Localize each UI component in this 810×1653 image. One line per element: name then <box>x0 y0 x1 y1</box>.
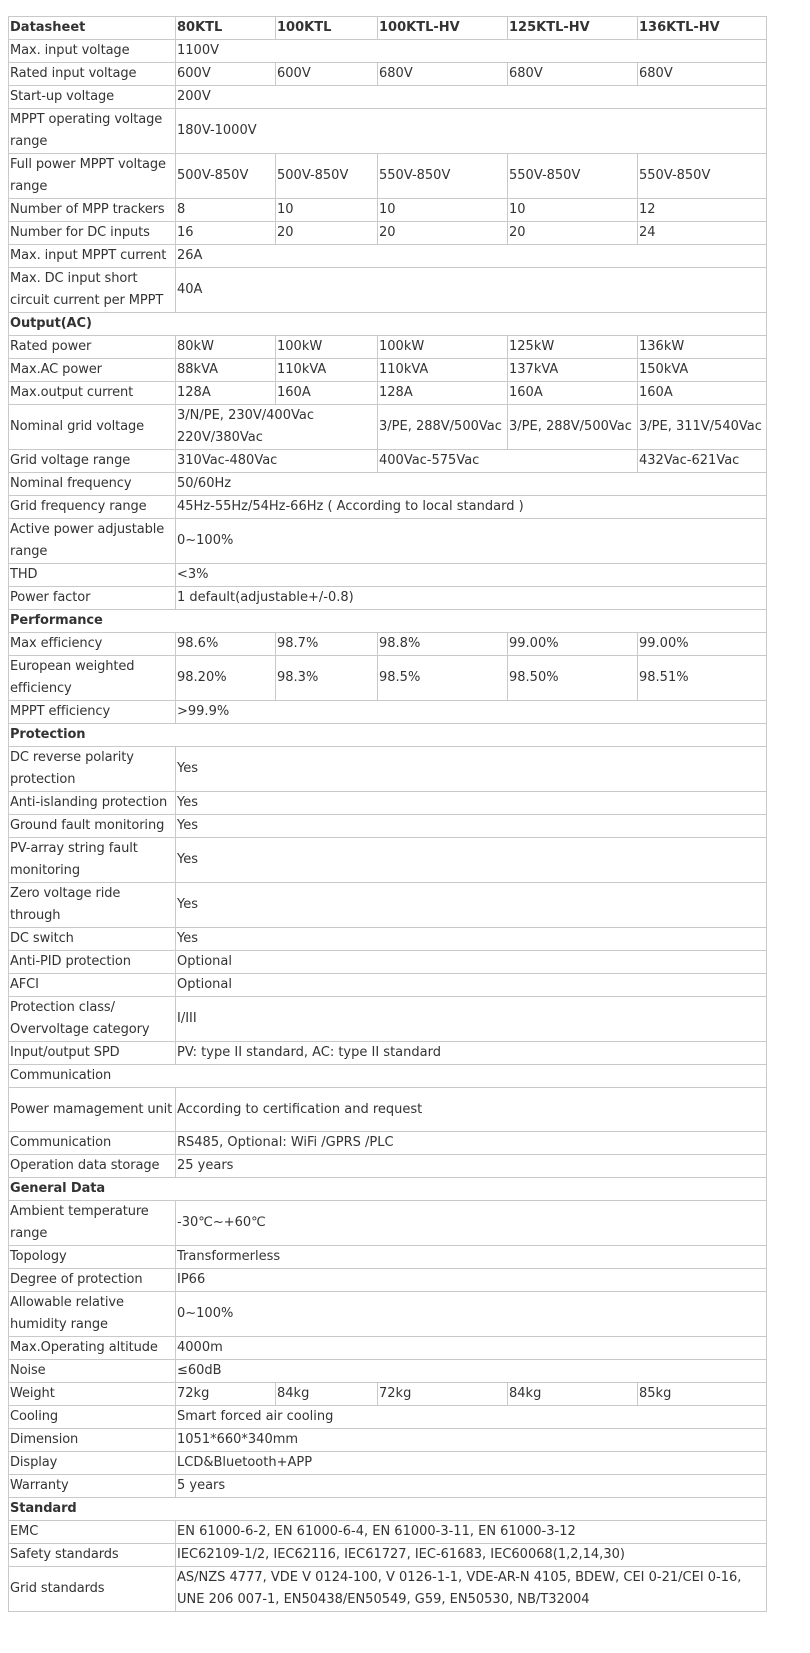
row-value: 110kVA <box>276 359 378 382</box>
row-label: Anti-islanding protection <box>9 792 176 815</box>
row-value: Yes <box>176 838 767 883</box>
row-value: 680V <box>378 63 508 86</box>
row-value: 200V <box>176 86 767 109</box>
table-row <box>9 1088 767 1132</box>
row-label: Nominal frequency <box>9 473 176 496</box>
section-header-row <box>9 313 767 336</box>
row-value: 16 <box>176 222 276 245</box>
row-label: Max.AC power <box>9 359 176 382</box>
row-label: THD <box>9 564 176 587</box>
row-label: Allowable relative humidity range <box>9 1292 176 1337</box>
table-row <box>9 40 767 63</box>
row-value: 98.7% <box>276 633 378 656</box>
row-label: Max.output current <box>9 382 176 405</box>
row-value: 100kW <box>276 336 378 359</box>
row-value: 98.6% <box>176 633 276 656</box>
table-row <box>9 1475 767 1498</box>
row-value: 99.00% <box>638 633 767 656</box>
header-cell: 136KTL-HV <box>638 17 767 40</box>
row-value: 180V-1000V <box>176 109 767 154</box>
row-value: 25 years <box>176 1155 767 1178</box>
row-value: 24 <box>638 222 767 245</box>
row-value: 160A <box>508 382 638 405</box>
row-value: 50/60Hz <box>176 473 767 496</box>
row-label: Degree of protection <box>9 1269 176 1292</box>
row-label: Display <box>9 1452 176 1475</box>
row-value: 110kVA <box>378 359 508 382</box>
row-label: Max. input voltage <box>9 40 176 63</box>
table-row <box>9 382 767 405</box>
row-value: 98.20% <box>176 656 276 701</box>
section-header-row <box>9 724 767 747</box>
row-label: Safety standards <box>9 1544 176 1567</box>
row-label: Max efficiency <box>9 633 176 656</box>
row-label: MPPT efficiency <box>9 701 176 724</box>
row-label: Power mamagement unit <box>9 1088 176 1132</box>
table-row <box>9 1292 767 1337</box>
row-value: 40A <box>176 268 767 313</box>
row-label: Weight <box>9 1383 176 1406</box>
table-row <box>9 109 767 154</box>
section-header-row <box>9 1178 767 1201</box>
table-row <box>9 1429 767 1452</box>
row-value: 4000m <box>176 1337 767 1360</box>
row-label: Max. input MPPT current <box>9 245 176 268</box>
row-value: 98.3% <box>276 656 378 701</box>
row-label: EMC <box>9 1521 176 1544</box>
row-label: Noise <box>9 1360 176 1383</box>
row-value: 20 <box>508 222 638 245</box>
row-label: Grid voltage range <box>9 450 176 473</box>
row-label: Warranty <box>9 1475 176 1498</box>
table-row <box>9 747 767 792</box>
table-row <box>9 587 767 610</box>
row-value: 0~100% <box>176 519 767 564</box>
row-value: Yes <box>176 928 767 951</box>
row-label: Max.Operating altitude <box>9 1337 176 1360</box>
row-value: AS/NZS 4777, VDE V 0124-100, V 0126-1-1, VDE-AR-N 4105, BDEW, CEI 0-21/CEI 0-16, UNE 206 007-1, EN50438/EN50549, G59, EN50530, NB/T32004 <box>176 1567 767 1612</box>
row-value: Yes <box>176 747 767 792</box>
row-label: Input/output SPD <box>9 1042 176 1065</box>
table-row <box>9 199 767 222</box>
row-value: 680V <box>508 63 638 86</box>
row-value: 600V <box>276 63 378 86</box>
row-value: 100kW <box>378 336 508 359</box>
row-value: 3/PE, 288V/500Vac <box>508 405 638 450</box>
section-title: Protection <box>9 724 767 747</box>
row-label: Zero voltage ride through <box>9 883 176 928</box>
row-value: 20 <box>378 222 508 245</box>
table-row <box>9 450 767 473</box>
row-value: 88kVA <box>176 359 276 382</box>
row-label: Start-up voltage <box>9 86 176 109</box>
table-row <box>9 1042 767 1065</box>
row-value: 10 <box>378 199 508 222</box>
table-row <box>9 633 767 656</box>
row-value: Yes <box>176 792 767 815</box>
table-row <box>9 1452 767 1475</box>
row-value: 1 default(adjustable+/-0.8) <box>176 587 767 610</box>
row-value: 310Vac-480Vac <box>176 450 378 473</box>
row-value: PV: type II standard, AC: type II standard <box>176 1042 767 1065</box>
table-row <box>9 222 767 245</box>
row-value: IEC62109-1/2, IEC62116, IEC61727, IEC-61683, IEC60068(1,2,14,30) <box>176 1544 767 1567</box>
row-value: Yes <box>176 815 767 838</box>
row-value: 72kg <box>176 1383 276 1406</box>
header-row <box>9 17 767 40</box>
table-row <box>9 656 767 701</box>
row-value: 80kW <box>176 336 276 359</box>
row-value: >99.9% <box>176 701 767 724</box>
row-value: 72kg <box>378 1383 508 1406</box>
row-value: 600V <box>176 63 276 86</box>
row-label: MPPT operating voltage range <box>9 109 176 154</box>
row-label: Max. DC input short circuit current per MPPT <box>9 268 176 313</box>
row-value: 99.00% <box>508 633 638 656</box>
row-value: Optional <box>176 951 767 974</box>
row-label: Communication <box>9 1132 176 1155</box>
table-row <box>9 268 767 313</box>
section-title: Output(AC) <box>9 313 767 336</box>
row-label: Communication <box>9 1065 767 1088</box>
row-label: Dimension <box>9 1429 176 1452</box>
section-title: General Data <box>9 1178 767 1201</box>
row-value: 84kg <box>508 1383 638 1406</box>
row-value: 150kVA <box>638 359 767 382</box>
table-row <box>9 997 767 1042</box>
table-row <box>9 1155 767 1178</box>
datasheet-table <box>8 16 767 1612</box>
row-value: 5 years <box>176 1475 767 1498</box>
table-row <box>9 359 767 382</box>
row-value: 160A <box>638 382 767 405</box>
table-row <box>9 1521 767 1544</box>
row-label: Power factor <box>9 587 176 610</box>
table-row <box>9 1544 767 1567</box>
row-value: 128A <box>176 382 276 405</box>
table-row <box>9 951 767 974</box>
table-row <box>9 928 767 951</box>
row-label: Protection class/ Overvoltage category <box>9 997 176 1042</box>
row-value: 1051*660*340mm <box>176 1429 767 1452</box>
table-row <box>9 1201 767 1246</box>
row-value: 8 <box>176 199 276 222</box>
row-value: 84kg <box>276 1383 378 1406</box>
table-row <box>9 154 767 199</box>
row-value: RS485, Optional: WiFi /GPRS /PLC <box>176 1132 767 1155</box>
row-value: 3/PE, 288V/500Vac <box>378 405 508 450</box>
table-row <box>9 1337 767 1360</box>
row-label: AFCI <box>9 974 176 997</box>
row-label: Ground fault monitoring <box>9 815 176 838</box>
table-row <box>9 245 767 268</box>
row-value: 500V-850V <box>276 154 378 199</box>
row-value: Yes <box>176 883 767 928</box>
table-row <box>9 336 767 359</box>
row-value: -30℃~+60℃ <box>176 1201 767 1246</box>
table-row <box>9 405 767 450</box>
table-row <box>9 1065 767 1088</box>
table-row <box>9 974 767 997</box>
row-value: 432Vac-621Vac <box>638 450 767 473</box>
section-header-row <box>9 1498 767 1521</box>
row-value: 550V-850V <box>508 154 638 199</box>
row-value: 550V-850V <box>638 154 767 199</box>
table-row <box>9 519 767 564</box>
row-value: 3/N/PE, 230V/400Vac 220V/380Vac <box>176 405 378 450</box>
datasheet-body <box>9 17 767 1612</box>
row-value: 45Hz-55Hz/54Hz-66Hz ( According to local standard ) <box>176 496 767 519</box>
row-value: 136kW <box>638 336 767 359</box>
row-value: Optional <box>176 974 767 997</box>
row-label: Topology <box>9 1246 176 1269</box>
table-row <box>9 1406 767 1429</box>
header-cell: 100KTL <box>276 17 378 40</box>
row-value: According to certification and request <box>176 1088 767 1132</box>
row-label: Operation data storage <box>9 1155 176 1178</box>
table-row <box>9 1567 767 1612</box>
row-label: Cooling <box>9 1406 176 1429</box>
table-row <box>9 564 767 587</box>
row-value: 125kW <box>508 336 638 359</box>
section-title: Standard <box>9 1498 767 1521</box>
table-row <box>9 496 767 519</box>
table-row <box>9 1360 767 1383</box>
row-value: 12 <box>638 199 767 222</box>
section-header-row <box>9 610 767 633</box>
table-row <box>9 1269 767 1292</box>
row-label: DC switch <box>9 928 176 951</box>
table-row <box>9 63 767 86</box>
table-row <box>9 1132 767 1155</box>
row-label: Rated power <box>9 336 176 359</box>
row-value: 98.8% <box>378 633 508 656</box>
row-label: Number of MPP trackers <box>9 199 176 222</box>
table-row <box>9 792 767 815</box>
row-value: 3/PE, 311V/540Vac <box>638 405 767 450</box>
row-value: Smart forced air cooling <box>176 1406 767 1429</box>
row-value: 98.50% <box>508 656 638 701</box>
row-label: European weighted efficiency <box>9 656 176 701</box>
row-value: 137kVA <box>508 359 638 382</box>
row-value: 10 <box>276 199 378 222</box>
row-value: 0~100% <box>176 1292 767 1337</box>
row-value: 26A <box>176 245 767 268</box>
row-label: Full power MPPT voltage range <box>9 154 176 199</box>
row-label: Number for DC inputs <box>9 222 176 245</box>
header-cell: 100KTL-HV <box>378 17 508 40</box>
row-value: <3% <box>176 564 767 587</box>
section-title: Performance <box>9 610 767 633</box>
row-value: 10 <box>508 199 638 222</box>
table-row <box>9 815 767 838</box>
table-row <box>9 1246 767 1269</box>
row-value: 550V-850V <box>378 154 508 199</box>
row-value: EN 61000-6-2, EN 61000-6-4, EN 61000-3-11, EN 61000-3-12 <box>176 1521 767 1544</box>
row-label: Grid standards <box>9 1567 176 1612</box>
row-value: 85kg <box>638 1383 767 1406</box>
row-value: 20 <box>276 222 378 245</box>
row-value: Transformerless <box>176 1246 767 1269</box>
row-value: 160A <box>276 382 378 405</box>
row-value: 98.5% <box>378 656 508 701</box>
row-value: 98.51% <box>638 656 767 701</box>
row-label: Active power adjustable range <box>9 519 176 564</box>
row-value: 128A <box>378 382 508 405</box>
row-value: 400Vac-575Vac <box>378 450 638 473</box>
table-row <box>9 701 767 724</box>
row-label: Nominal grid voltage <box>9 405 176 450</box>
row-label: PV-array string fault monitoring <box>9 838 176 883</box>
header-cell: Datasheet <box>9 17 176 40</box>
row-value: 500V-850V <box>176 154 276 199</box>
header-cell: 80KTL <box>176 17 276 40</box>
header-cell: 125KTL-HV <box>508 17 638 40</box>
row-label: Anti-PID protection <box>9 951 176 974</box>
row-label: DC reverse polarity protection <box>9 747 176 792</box>
row-value: ≤60dB <box>176 1360 767 1383</box>
table-row <box>9 838 767 883</box>
table-row <box>9 883 767 928</box>
table-row <box>9 86 767 109</box>
table-row <box>9 1383 767 1406</box>
row-value: 680V <box>638 63 767 86</box>
row-value: I/III <box>176 997 767 1042</box>
row-value: IP66 <box>176 1269 767 1292</box>
table-row <box>9 473 767 496</box>
row-value: LCD&Bluetooth+APP <box>176 1452 767 1475</box>
row-label: Grid frequency range <box>9 496 176 519</box>
row-label: Rated input voltage <box>9 63 176 86</box>
row-label: Ambient temperature range <box>9 1201 176 1246</box>
row-value: 1100V <box>176 40 767 63</box>
